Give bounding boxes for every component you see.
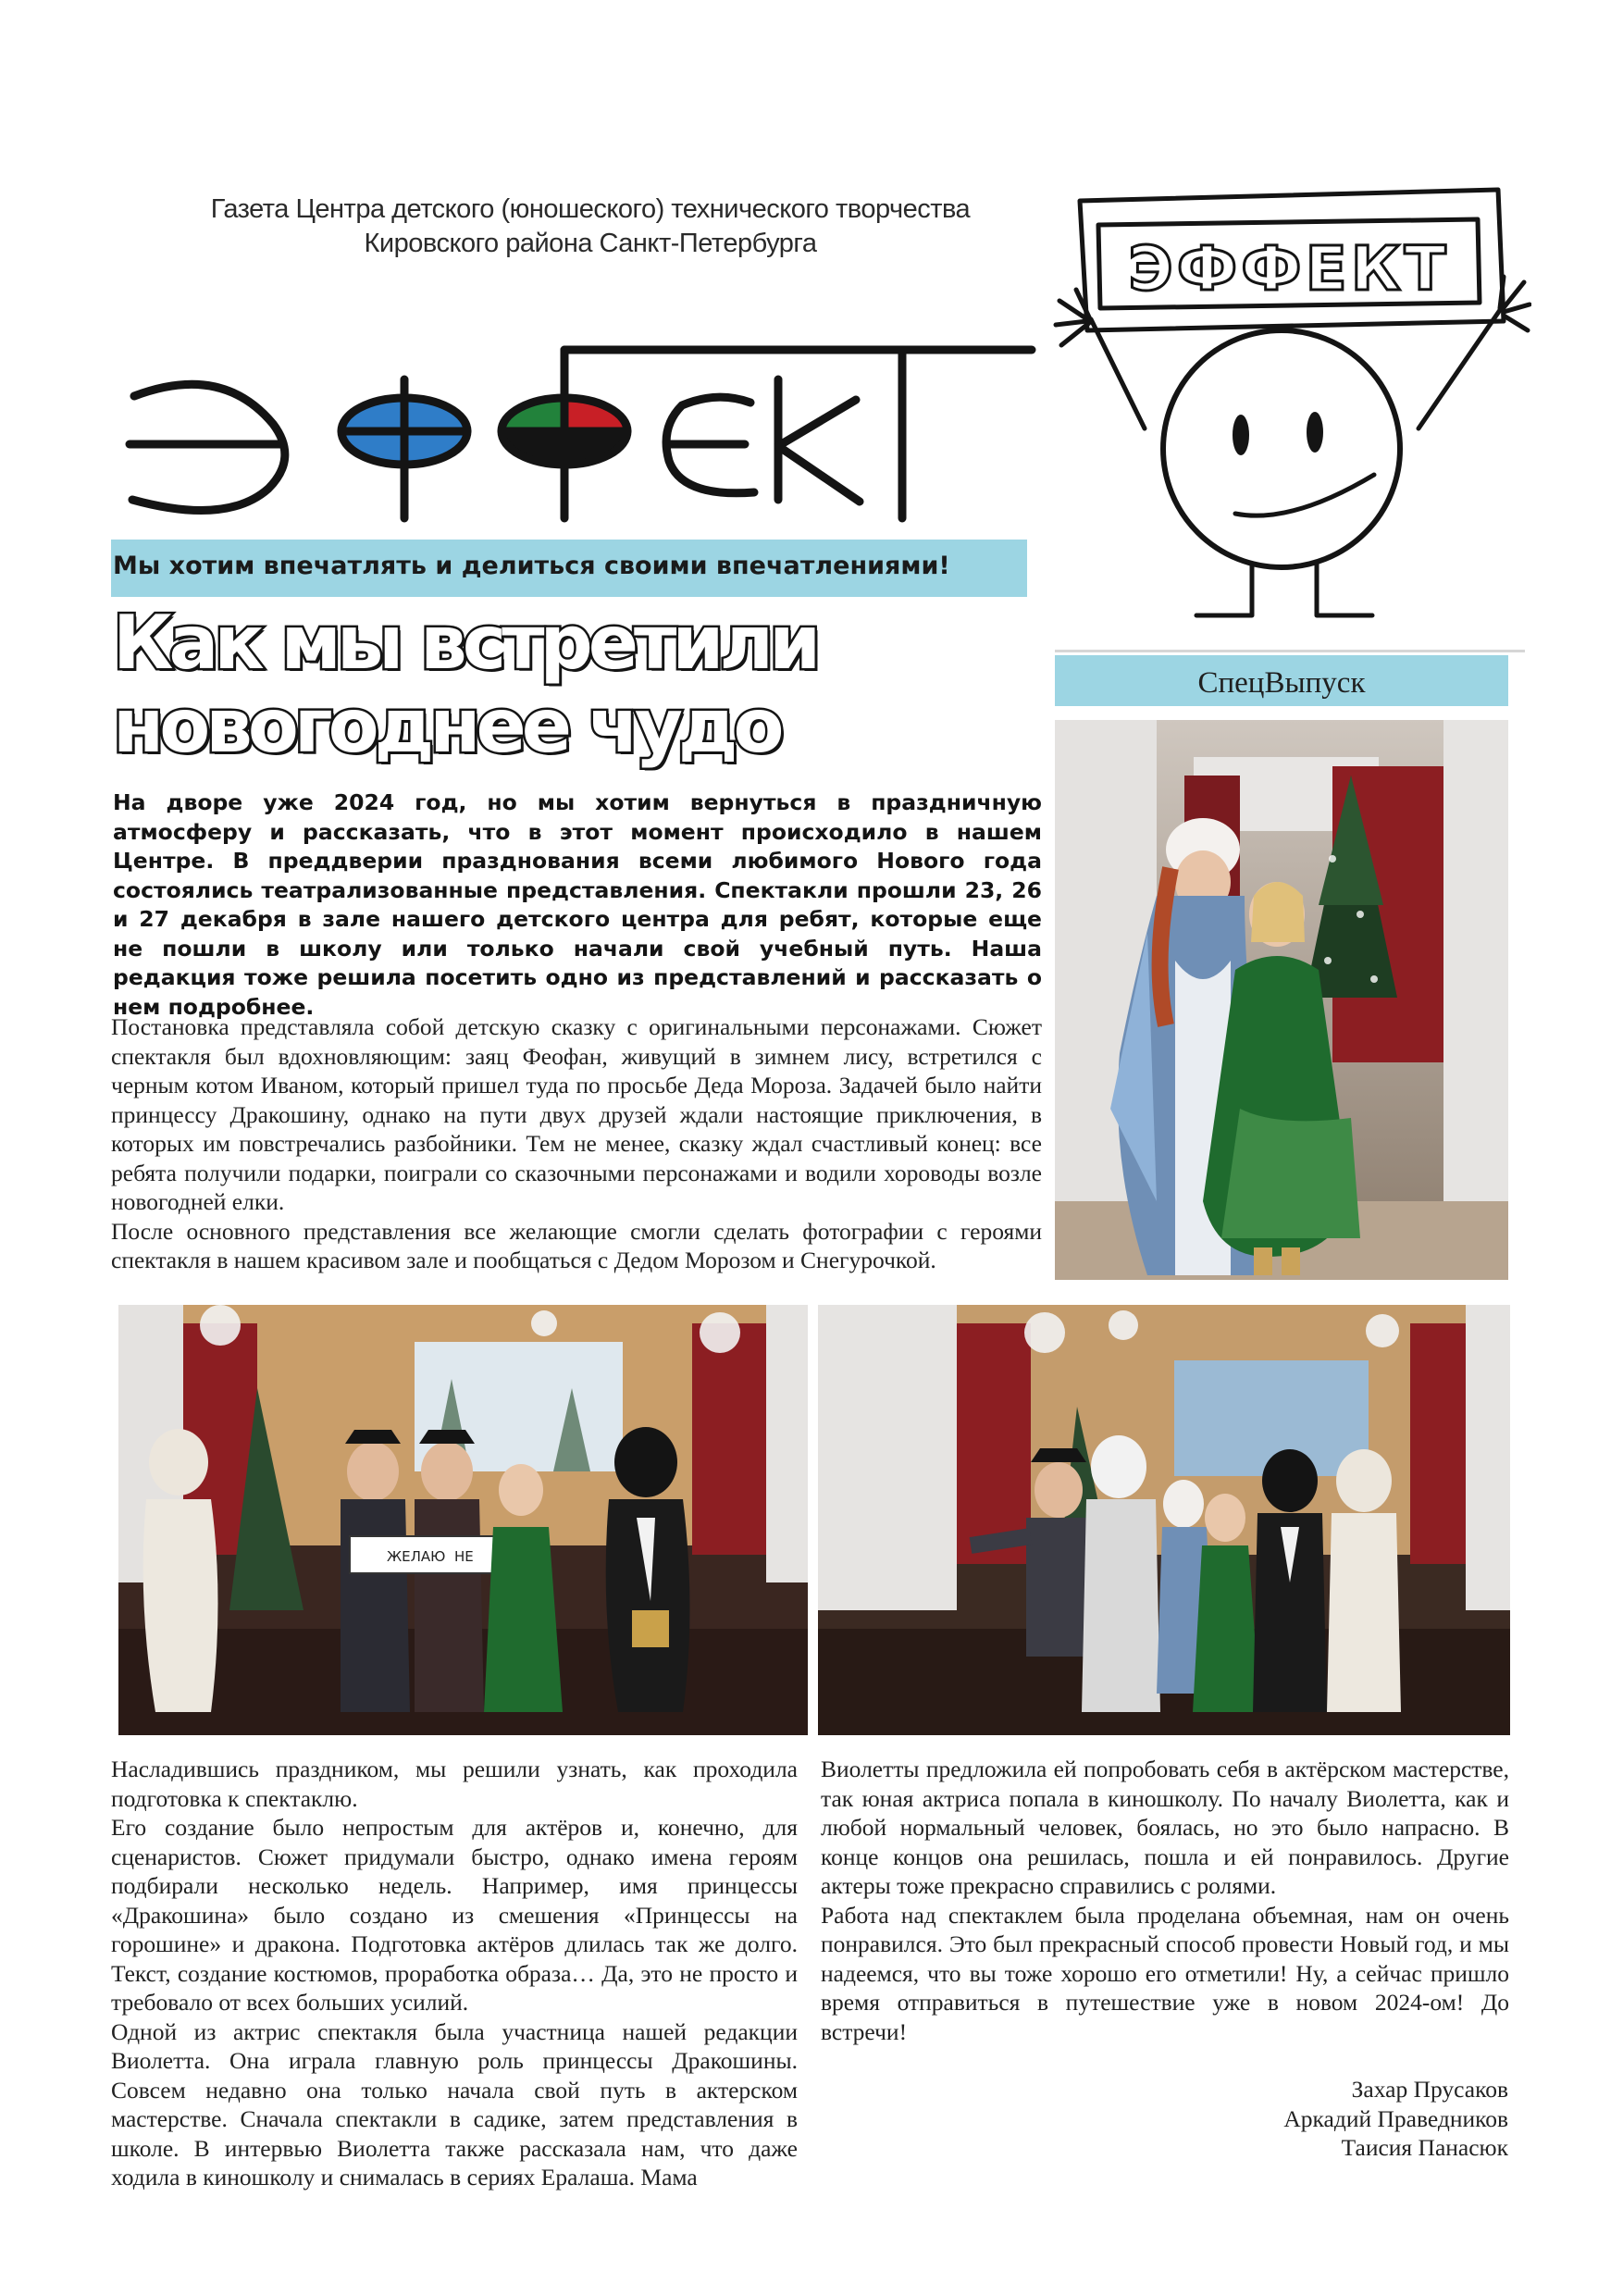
body-paragraph: После основного представления все желающие смогли сделать фотографии с героями спектакля в нашем красивом зале и пообщаться с Дедом Морозом и Снегурочкой. bbox=[111, 1217, 1042, 1273]
sign-word-2: НЕ bbox=[454, 1548, 474, 1565]
photo-snow-maiden-and-princess bbox=[1055, 720, 1508, 1280]
body-paragraph: Работа над спектаклем была проделана объемная, нам он очень понравился. Это был прекрасный способ провести Новый год, и мы надеемся, что вы тоже хорошо его отметили! Ну, а сейчас пришло время отправиться в путешествие уже в новом 2024-ом! До встречи! bbox=[821, 1901, 1509, 2045]
article-authors bbox=[1129, 2075, 1508, 2163]
body-paragraph: Его создание было непростым для актёров и, конечно, для сценаристов. Сюжет придумали быстро, однако имена героям подбирали несколько недель. Например, имя принцессы «Дракошина» было создано из смешения «Принцессы на горошине» и дракона. Подготовка актёров длилась так же долго. Текст, создание костюмов, проработка образа… Да, это не просто и требовало от всех больших усилий. bbox=[111, 1814, 798, 2016]
newspaper-logo bbox=[116, 342, 1041, 537]
body-paragraph: Одной из актрис спектакля была участница нашей редакции Виолетта. Она играла главную роль принцессы Дракошины. Совсем недавно она только начала свой путь в актерском мастерстве. Сначала спектакли в садике, затем представления в школе. В интервью Виолетта также рассказала нам, что даже ходила в киношколу и снималась в сериях Ералаша. Мама bbox=[111, 2017, 798, 2191]
sign-word-1: ЖЕЛАЮ bbox=[387, 1548, 446, 1565]
body-paragraph: Насладившись праздником, мы решили узнать, как проходила подготовка к спектаклю. bbox=[111, 1756, 798, 1812]
body-paragraph: Виолетты предложила ей попробовать себя в актёрском мастерстве, так юная актриса попала в киношколу. По началу Виолетта, как и любой нормальный человек, боялась, но это было напрасно. В конце концов она решилась, пошла и ей понравилось. Другие актеры тоже прекрасно справились с ролями. bbox=[821, 1756, 1509, 1899]
photo-performance-scene bbox=[118, 1305, 808, 1735]
body-paragraph: Постановка представляла собой детскую сказку с оригинальными персонажами. Сюжет спектакля был вдохновляющим: заяц Феофан, живущий в зимнем лису, встретился с черным котом Иваном, который пришел туда по просьбе Деда Мороза. Задачей было найти принцессу Дракошину, однако на пути двух друзей ждали настоящие приключения, в которых им повстречались разбойники. Тем не менее, сказку ждал счастливый конец: все ребята получили подарки, поиграли со сказочными персонажами и водили хороводы возле новогодней елки. bbox=[111, 1013, 1042, 1215]
slogan: Мы хотим впечатлять и делиться своими впечатлениями! bbox=[113, 552, 950, 580]
article-lead: На дворе уже 2024 год, но мы хотим вернуться в праздничную атмосферу и рассказать, что в этот момент происходило в нашем Центре. В преддверии празднования всеми любимого Нового года состоялись театрализованные представления. Спектакли прошли 23, 26 и 27 декабря в зале нашего детского центра для ребят, которые еще не пошли в школу или только начали свой учебный путь. Наша редакция тоже решила посетить одно из представлений и рассказать о нем подробнее. bbox=[113, 789, 1042, 1020]
article-intro bbox=[111, 1012, 1042, 1275]
organization-line-2: Кировского района Санкт-Петербурга bbox=[364, 229, 817, 258]
organization-caption bbox=[192, 192, 988, 261]
special-issue-label: СпецВыпуск bbox=[1197, 666, 1366, 700]
article-right-column bbox=[821, 1755, 1509, 2046]
header-divider bbox=[1055, 650, 1525, 652]
author-name: Таисия Панасюк bbox=[1341, 2134, 1508, 2161]
photo-cast-group bbox=[818, 1305, 1510, 1735]
author-name: Аркадий Праведников bbox=[1283, 2104, 1508, 2132]
organization-line-1: Газета Центра детского (юношеского) технического творчества bbox=[210, 194, 971, 224]
author-name: Захар Прусаков bbox=[1351, 2076, 1508, 2103]
article-left-column bbox=[111, 1755, 798, 2192]
headline-line-2: новогоднее чудо bbox=[113, 683, 780, 769]
mascot-illustration bbox=[1050, 180, 1531, 625]
headline-line-1: Как мы встретили bbox=[113, 600, 817, 686]
article-headline bbox=[113, 602, 909, 768]
mascot-sign-text: ЭФФЕКТ bbox=[1128, 233, 1450, 304]
